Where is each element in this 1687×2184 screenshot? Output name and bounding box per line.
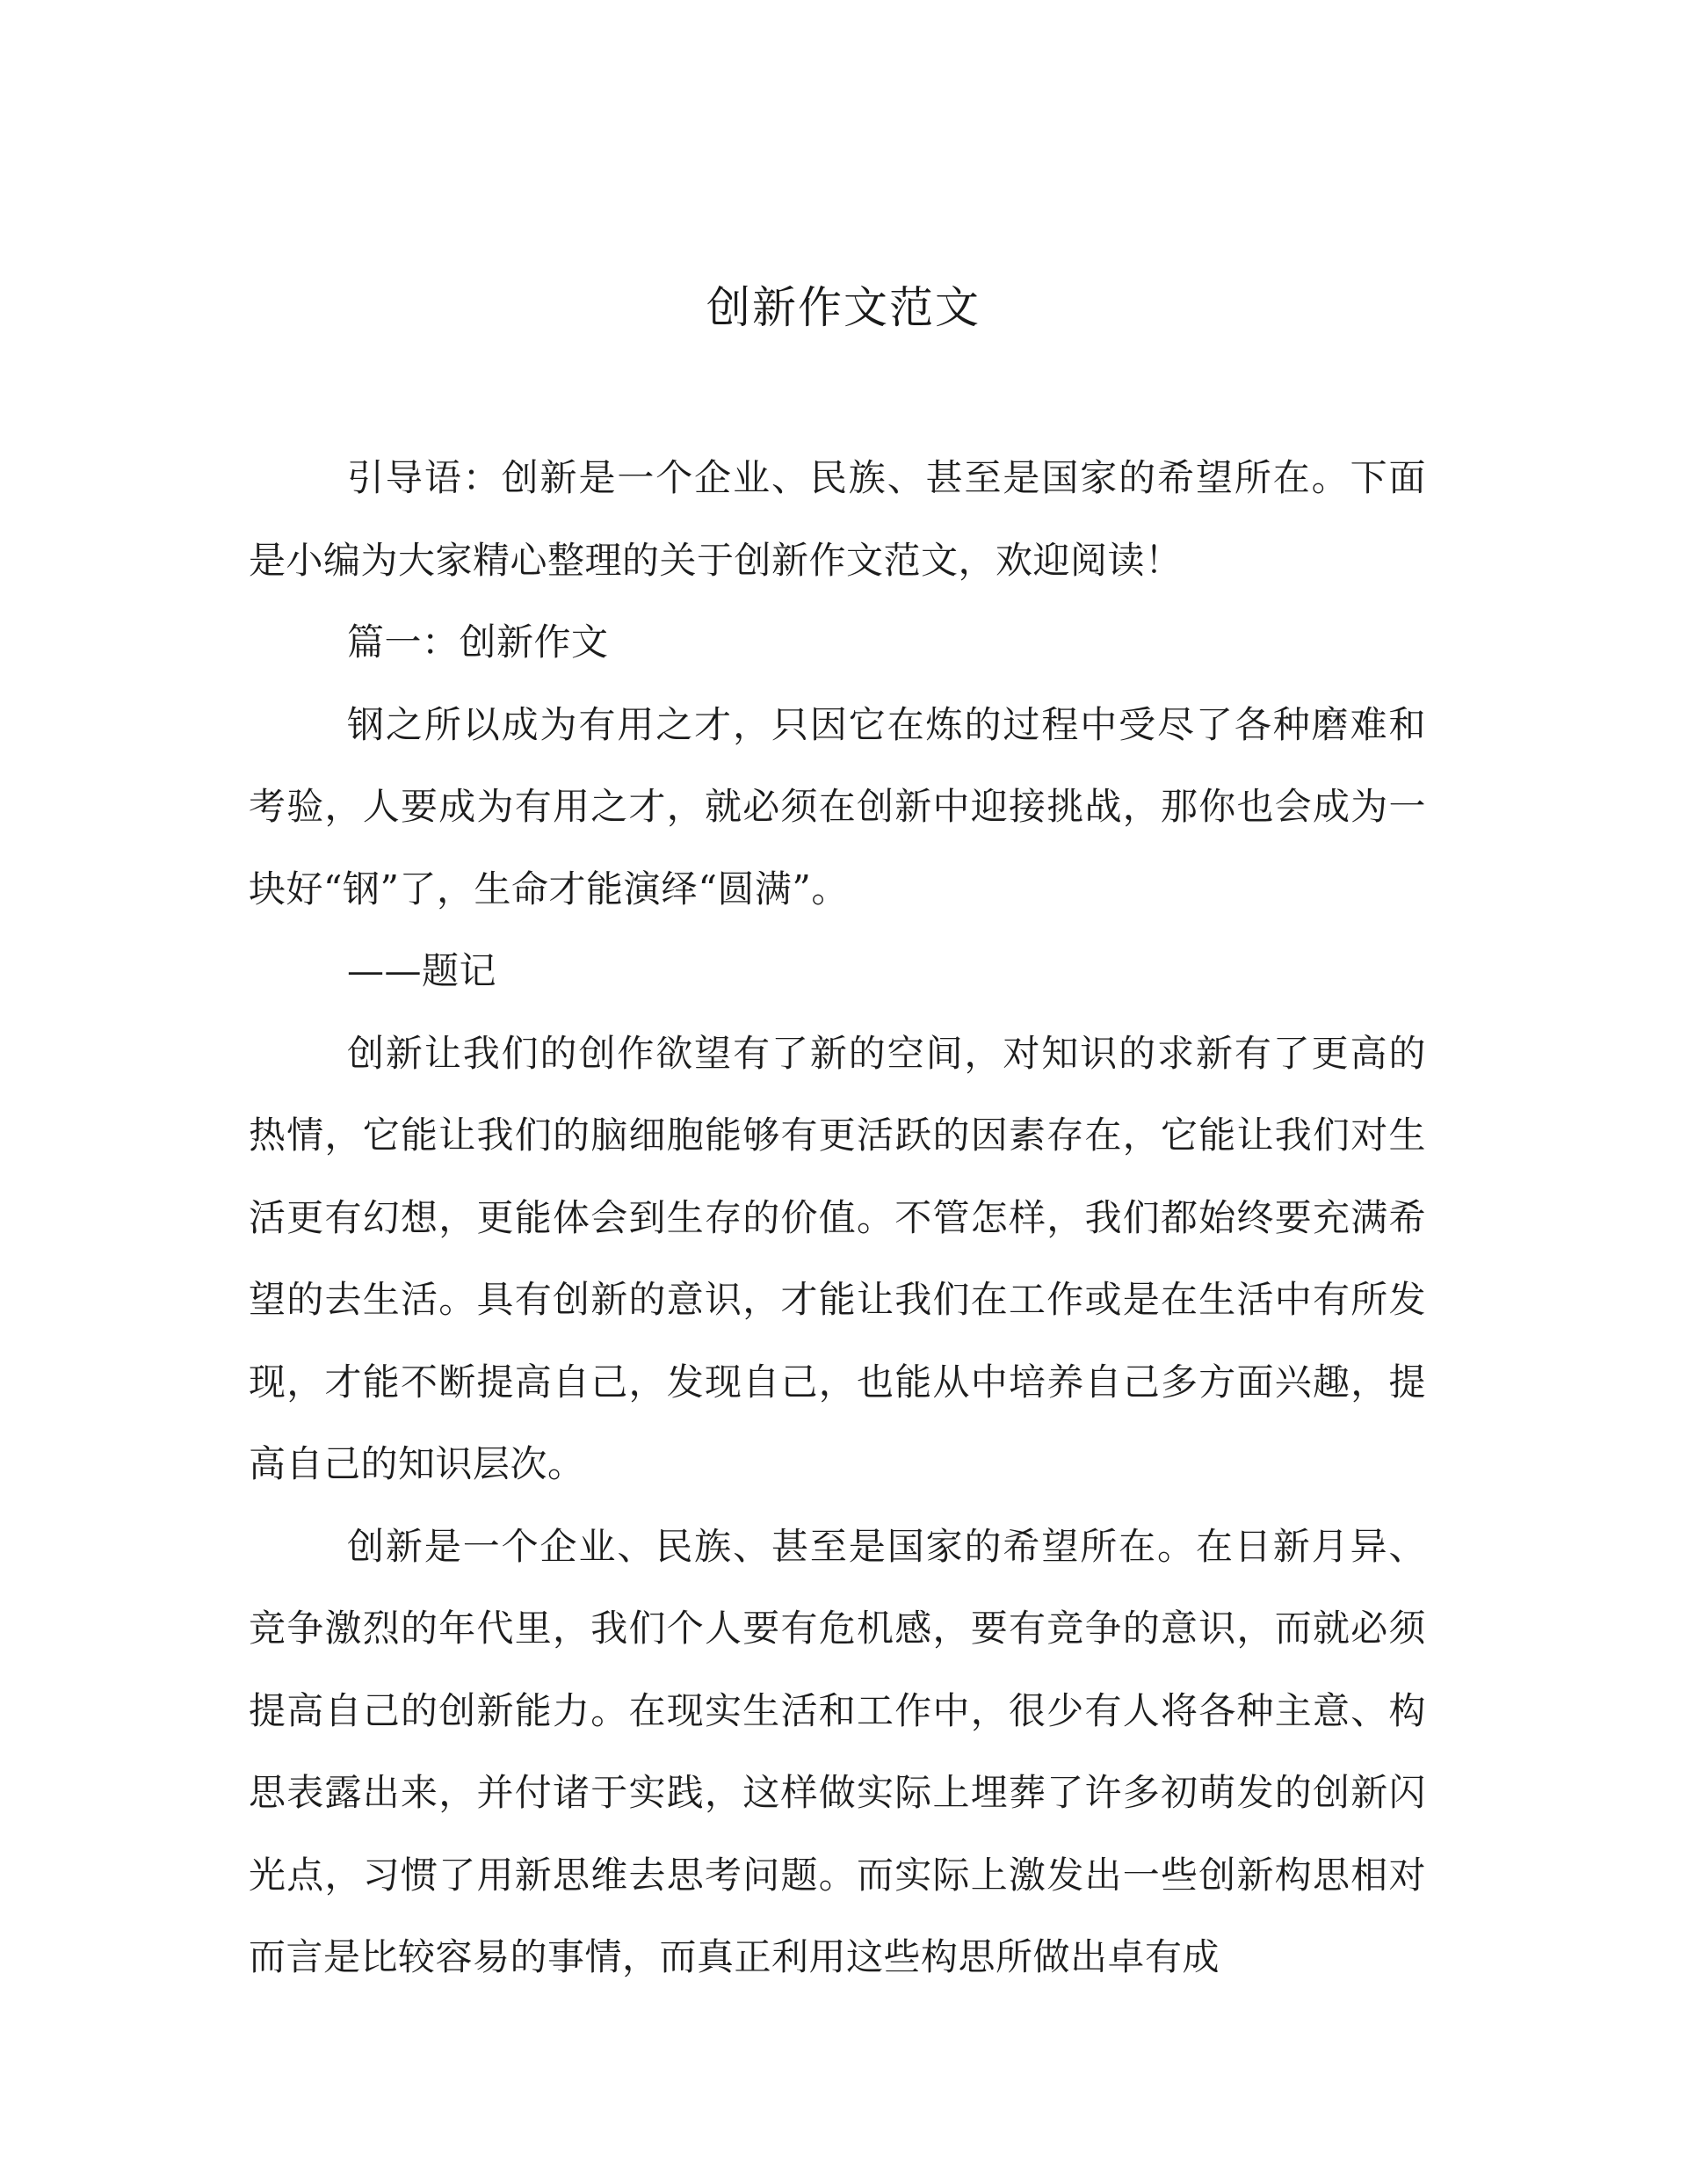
document-body bbox=[249, 437, 1426, 1999]
section-heading: 篇一：创新作文 bbox=[347, 620, 609, 664]
intro-paragraph: 引导语：创新是一个企业、民族、甚至是国家的希望所在。下面是小编为大家精心整理的关于创新作文范文，欢迎阅读！ bbox=[249, 456, 1426, 582]
body-paragraph: 创新是一个企业、民族、甚至是国家的希望所在。在日新月异、竞争激烈的年代里，我们个人要有危机感，要有竞争的意识，而就必须提高自己的创新能力。在现实生活和工作中，很少有人将各种主意、构思表露出来，并付诸于实践，这样做实际上埋葬了许多初萌发的创新闪光点，习惯了用新思维去思考问题。而实际上激发出一些创新构思相对而言是比较容易的事情，而真正利用这些构思所做出卓有成 bbox=[249, 1524, 1426, 1978]
document-title: 创新作文范文 bbox=[706, 282, 981, 333]
epigraph-paragraph: 钢之所以成为有用之才，只因它在炼的过程中受尽了各种磨难和考验，人要成为有用之才，就必须在创新中迎接挑战，那你也会成为一块好“钢”了，生命才能演绎“圆满”。 bbox=[249, 702, 1426, 911]
epigraph-attribution: ——题记 bbox=[347, 949, 497, 992]
body-paragraph: 创新让我们的创作欲望有了新的空间，对知识的求新有了更高的热情，它能让我们的脑细胞能够有更活跃的因素存在，它能让我们对生活更有幻想，更能体会到生存的价值。不管怎样，我们都始终要充满希望的去生活。具有创新的意识，才能让我们在工作或是在生活中有所发现，才能不断提高自己，发现自己，也能从中培养自己多方面兴趣，提高自己的知识层次。 bbox=[249, 1031, 1426, 1485]
